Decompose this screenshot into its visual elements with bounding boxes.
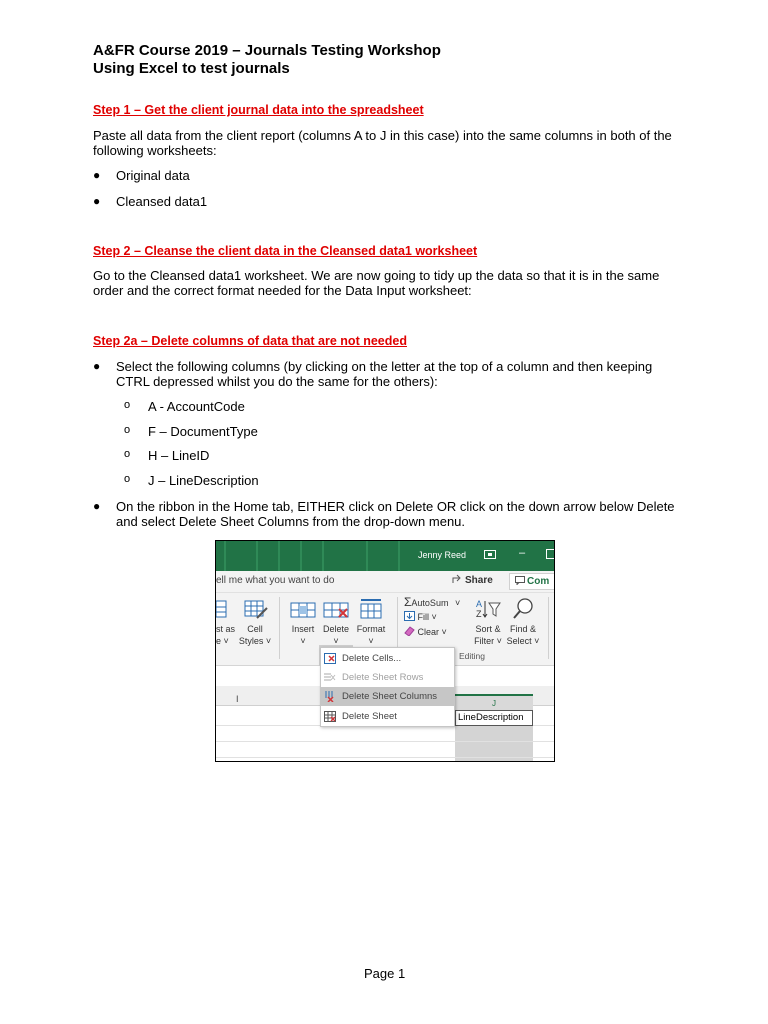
list-item-text: Original data (116, 168, 190, 183)
bullet-icon: ● (93, 499, 101, 513)
ribbon-display-icon[interactable] (484, 550, 496, 559)
insert-cells-icon (289, 599, 317, 621)
share-button[interactable] (452, 574, 502, 589)
delete-sheet-icon (324, 711, 336, 722)
user-name: Jenny Reed (418, 550, 467, 560)
step2-heading: Step 2 – Cleanse the client data in the Cleansed data1 worksheet (93, 244, 478, 258)
sub-list-item-text: J – LineDescription (148, 473, 259, 488)
list-item (93, 359, 683, 391)
circle-bullet-icon: o (124, 448, 131, 460)
find-select-button[interactable]: Find & Select ˅ (506, 624, 540, 646)
format-as-table-button[interactable]: st as e ˅ (216, 624, 236, 646)
delete-cells-icon (322, 599, 350, 621)
sort-filter-icon (476, 597, 502, 621)
clear-button[interactable]: Clear ˅ (404, 626, 447, 638)
step2a-heading: Step 2a – Delete columns of data that are not needed (93, 334, 407, 348)
comment-icon (515, 576, 525, 585)
comments-button[interactable] (509, 573, 555, 590)
format-button[interactable]: Format ˅ (356, 624, 386, 646)
tell-me-bar (216, 571, 554, 593)
svg-text:Z: Z (476, 609, 482, 619)
insert-button[interactable]: Insert ˅ (291, 624, 315, 646)
circle-bullet-icon: o (124, 399, 131, 411)
sigma-icon: Σ (404, 595, 412, 609)
menu-item-delete-sheet-columns[interactable]: Delete Sheet Columns (321, 687, 454, 706)
list-item-text: Cleansed data1 (116, 194, 208, 209)
list-item-text: Select the following columns (by clicking on the letter at the top of a column and then keeping CTRL depressed whilst you do the same for the others): (116, 359, 653, 389)
circle-bullet-icon: o (124, 473, 131, 485)
menu-item-delete-cells[interactable]: Delete Cells... (321, 649, 454, 668)
excel-screenshot (215, 540, 555, 762)
circle-bullet-icon: o (124, 424, 131, 436)
page-number: Page 1 (364, 966, 406, 981)
svg-text:A: A (476, 599, 483, 609)
fill-down-icon (404, 611, 415, 621)
comments-label: Com (527, 576, 550, 587)
step2-paragraph: Go to the Cleansed data1 worksheet. We are now going to tidy up the data so that it is in the same order and the correct format needed for the Data Input worksheet: (93, 268, 660, 298)
sub-list-item-text: H – LineID (148, 448, 210, 463)
tell-me-input[interactable]: ell me what you want to do (216, 575, 335, 586)
bullet-icon: ● (93, 359, 101, 373)
share-label: Share (465, 575, 493, 586)
doc-subtitle: Using Excel to test journals (93, 60, 290, 77)
column-header-j[interactable]: J (455, 694, 533, 716)
list-item (93, 499, 683, 531)
maximize-button[interactable] (546, 549, 555, 559)
delete-cells-icon (324, 653, 336, 664)
format-as-table-icon (216, 599, 228, 621)
menu-item-delete-sheet[interactable]: Delete Sheet (321, 707, 454, 726)
eraser-icon (404, 626, 415, 636)
delete-columns-icon (324, 691, 336, 702)
menu-item-delete-sheet-rows[interactable]: Delete Sheet Rows (321, 668, 454, 687)
magnifier-icon (511, 597, 535, 621)
sub-list-item-text: A - AccountCode (148, 399, 245, 414)
cell-styles-icon (243, 598, 269, 622)
share-icon (452, 574, 463, 584)
list-item-text: On the ribbon in the Home tab, EITHER click on Delete OR click on the down arrow below Delete and select Delete Sheet Columns from the drop-down menu. (116, 499, 675, 529)
fill-button[interactable]: Fill ˅ (404, 611, 437, 623)
sub-list-item-text: F – DocumentType (148, 424, 258, 439)
minimize-button[interactable]: – (519, 547, 526, 559)
delete-rows-icon (324, 672, 336, 683)
delete-button[interactable]: Delete ˅ (322, 624, 349, 646)
format-cells-icon (358, 598, 384, 622)
step1-heading: Step 1 – Get the client journal data into the spreadsheet (93, 103, 424, 117)
cell-line-description[interactable]: LineDescription (455, 710, 533, 726)
sort-filter-button[interactable]: Sort & Filter ˅ (474, 624, 502, 646)
bullet-icon: ● (93, 168, 101, 182)
bullet-icon: ● (93, 194, 101, 208)
editing-group-label: Editing (459, 651, 485, 661)
delete-dropdown-menu (320, 647, 455, 727)
doc-title: A&FR Course 2019 – Journals Testing Workshop (93, 42, 441, 59)
column-header-i[interactable]: I (236, 694, 239, 704)
step1-paragraph: Paste all data from the client report (columns A to J in this case) into the same columns in both of the following worksheets: (93, 128, 672, 158)
cell-styles-button[interactable]: Cell Styles ˅ (238, 624, 272, 646)
excel-title-bar (216, 541, 554, 571)
autosum-button[interactable]: ΣAutoSum ˅ (404, 595, 461, 609)
